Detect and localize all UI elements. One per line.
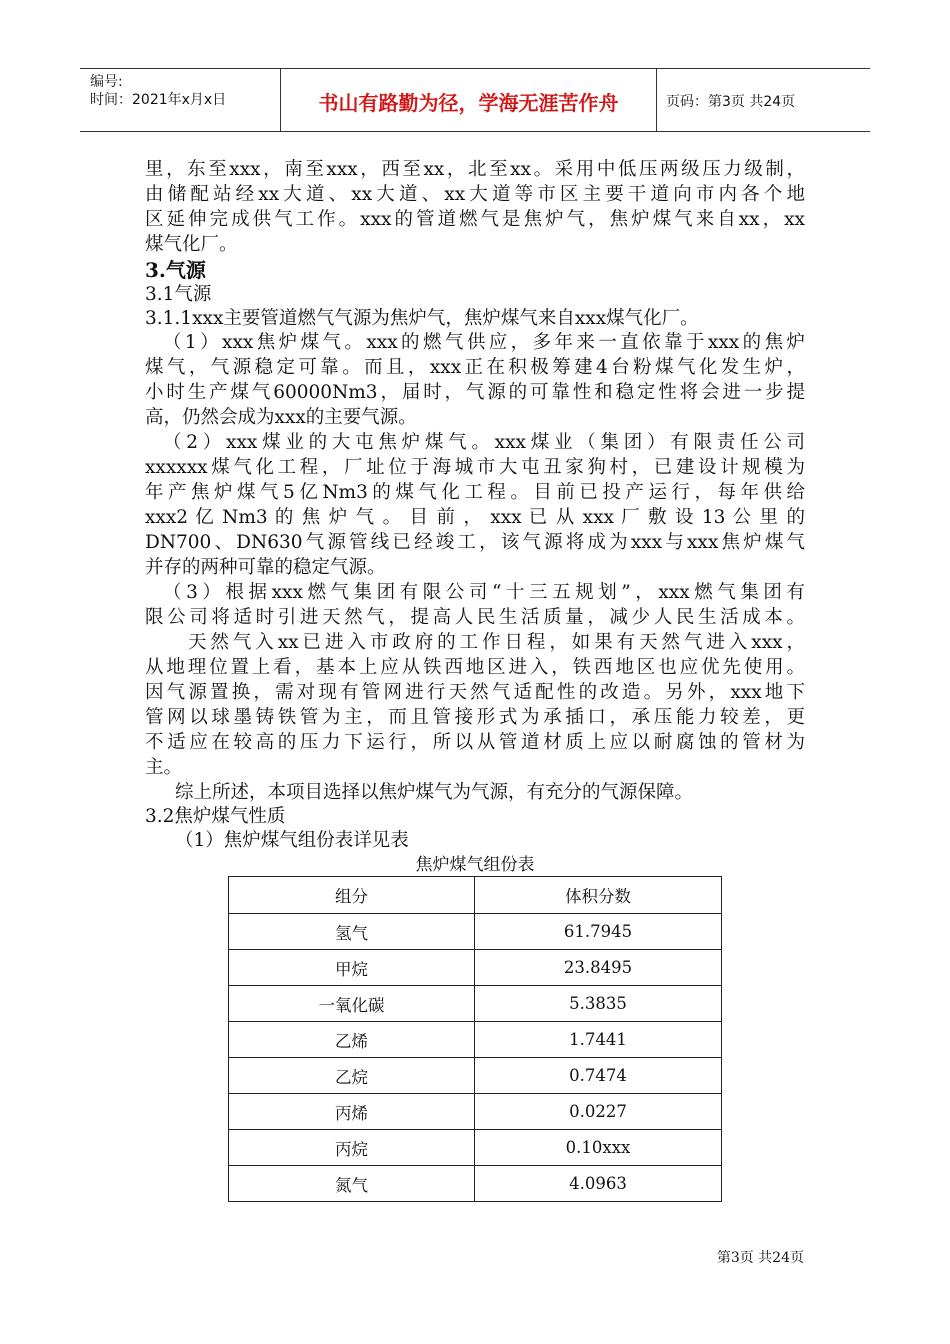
table-row xyxy=(229,950,722,986)
value-cell: 5.3835 xyxy=(475,986,722,1022)
paragraph-line: 由储配站经xx大道、xx大道、xx大道等市区主要干道向市内各个地 xyxy=(145,184,805,205)
table-caption: 焦炉煤气组份表 xyxy=(415,855,535,875)
value-cell: 0.7474 xyxy=(475,1058,722,1094)
paragraph-line: 煤气，气源稳定可靠。而且，xxx正在积极筹建4台粉煤气化发生炉， xyxy=(145,357,805,378)
paragraph-line: 限公司将适时引进天然气，提高人民生活质量，减少人民生活成本。 xyxy=(145,607,805,628)
header-motto-cell xyxy=(280,69,657,131)
paragraph-line: 里，东至xxx，南至xxx，西至xx，北至xx。采用中低压两级压力级制， xyxy=(145,159,805,180)
table-row xyxy=(229,1058,722,1094)
paragraph-line: （3）根据xxx燃气集团有限公司“十三五规划”，xxx燃气集团有 xyxy=(163,582,805,603)
value-cell: 0.10xxx xyxy=(475,1130,722,1166)
table-row xyxy=(229,1166,722,1202)
component-cell: 甲烷 xyxy=(229,950,475,986)
paragraph-line: 年产焦炉煤气5亿Nm3的煤气化工程。目前已投产运行，每年供给 xyxy=(145,482,805,503)
table-row xyxy=(229,1094,722,1130)
subsection-heading: 3.2焦炉煤气性质 xyxy=(145,806,286,827)
component-cell: 一氧化碳 xyxy=(229,986,475,1022)
paragraph-line: 天然气入xx已进入市政府的工作日程，如果有天然气进入xxx， xyxy=(188,632,805,653)
value-cell: 0.0227 xyxy=(475,1094,722,1130)
section-heading: 3.气源 xyxy=(145,258,206,282)
component-cell: 丙烷 xyxy=(229,1130,475,1166)
paragraph-line: DN700、DN630气源管线已经竣工，该气源将成为xxx与xxx焦炉煤气 xyxy=(145,532,805,553)
table-row xyxy=(229,986,722,1022)
paragraph-line: 区延伸完成供气工作。xxx的管道燃气是焦炉气，焦炉煤气来自xx，xx xyxy=(145,209,805,230)
value-cell: 23.8495 xyxy=(475,950,722,986)
subsection-heading: 3.1气源 xyxy=(145,284,212,305)
value-cell: 61.7945 xyxy=(475,914,722,950)
value-cell: 4.0963 xyxy=(475,1166,722,1202)
column-header: 组分 xyxy=(229,877,475,914)
component-cell: 氢气 xyxy=(229,914,475,950)
table-row xyxy=(229,1022,722,1058)
document-date: 时间：2021年x月x日 xyxy=(90,92,227,108)
paragraph-line: （2）xxx煤业的大屯焦炉煤气。xxx煤业（集团）有限责任公司 xyxy=(163,432,805,453)
header-page-number: 页码：第3页 共24页 xyxy=(666,94,796,110)
paragraph-line: 不适应在较高的压力下运行，所以从管道材质上应以耐腐蚀的管材为 xyxy=(145,732,805,753)
paragraph-line: 综上所述，本项目选择以焦炉煤气为气源，有充分的气源保障。 xyxy=(175,782,694,803)
paragraph-line: 小时生产煤气60000Nm3，届时，气源的可靠性和稳定性将会进一步提 xyxy=(145,382,805,403)
paragraph-line: （1）xxx焦炉煤气。xxx的燃气供应，多年来一直依靠于xxx的焦炉 xyxy=(163,332,805,353)
page-footer-number: 第3页 共24页 xyxy=(716,1250,804,1266)
column-header: 体积分数 xyxy=(475,877,722,914)
paragraph-line: 高，仍然会成为xxx的主要气源。 xyxy=(145,407,417,428)
header-motto: 书山有路勤为径，学海无涯苦作舟 xyxy=(318,91,619,115)
paragraph-line: 主。 xyxy=(145,757,183,778)
component-cell: 丙烯 xyxy=(229,1094,475,1130)
paragraph-line: 煤气化厂。 xyxy=(145,234,238,255)
header-meta xyxy=(80,69,280,131)
value-cell: 1.7441 xyxy=(475,1022,722,1058)
paragraph-line: 并存的两种可靠的稳定气源。 xyxy=(145,557,386,578)
table-header-row xyxy=(229,877,722,914)
component-cell: 乙烯 xyxy=(229,1022,475,1058)
component-cell: 氮气 xyxy=(229,1166,475,1202)
paragraph-line: 3.1.1xxx主要管道燃气气源为焦炉气，焦炉煤气来自xxx煤气化厂。 xyxy=(145,308,699,329)
document-number-label: 编号: xyxy=(90,74,123,90)
paragraph-line: xxxxxx煤气化工程，厂址位于海城市大屯丑家狗村，已建设计规模为 xyxy=(145,457,805,478)
paragraph-line: 从地理位置上看，基本上应从铁西地区进入，铁西地区也应优先使用。 xyxy=(145,657,805,678)
table-row xyxy=(229,914,722,950)
paragraph-line: 因气源置换，需对现有管网进行天然气适配性的改造。另外，xxx地下 xyxy=(145,682,805,703)
paragraph-line: xxx2 亿 Nm3 的 焦 炉 气 。 目 前 ， xxx 已 从 xxx 厂 敷 设 13 公 里 的 xyxy=(145,507,805,528)
page-header xyxy=(80,68,870,132)
table-row xyxy=(229,1130,722,1166)
paragraph-line: 管网以球墨铸铁管为主，而且管接形式为承插口，承压能力较差，更 xyxy=(145,707,805,728)
composition-table xyxy=(228,876,722,1202)
header-page-cell xyxy=(656,69,870,131)
paragraph-line: （1）焦炉煤气组份表详见表 xyxy=(175,830,409,851)
component-cell: 乙烷 xyxy=(229,1058,475,1094)
